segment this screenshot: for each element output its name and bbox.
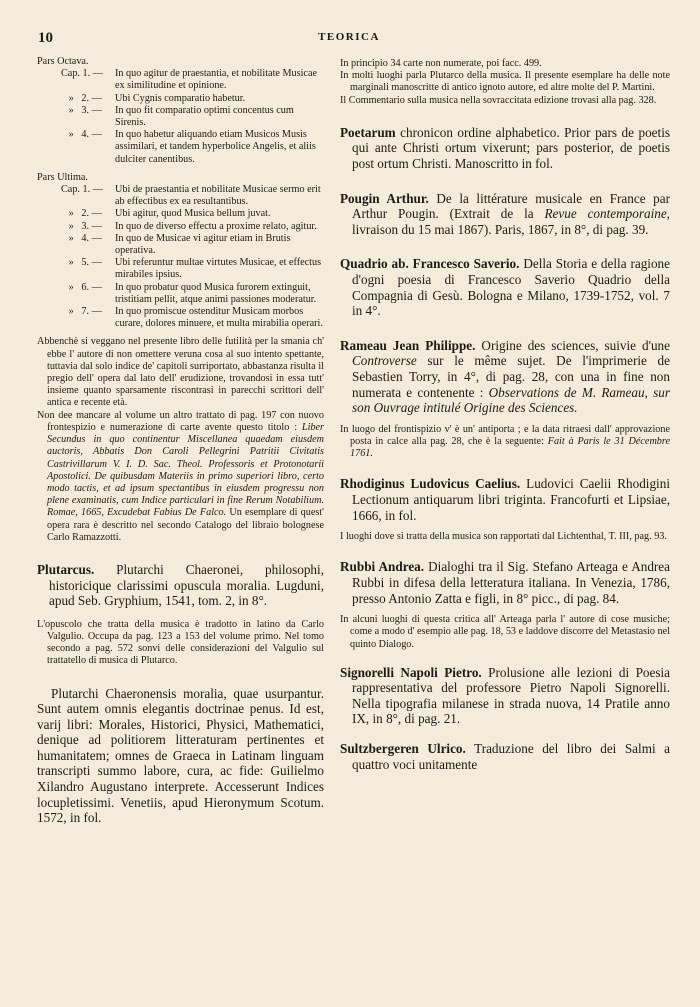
entry-rhodiginus: Rhodiginus Ludovicus Caelius. Ludovici Caelii Rhodigini Lectionum antiquarum libri triginta. Francofurti et Lipsiae, 1666, in fol. — [340, 476, 670, 523]
chapter-item: » 4. — In quo de Musicae vi agitur etiam in Brutis operativa. — [61, 232, 291, 257]
continued-note: In principio 34 carte non numerate, poi facc. 499. In molti luoghi parla Plutarco della musica. Il presente esemplare ha delle note marginali manoscritte di antico ignoto autore, ed altre molte del P. Martini. Il Commentario sulla musica nella sovraccitata edizione trovasi alla pag. 328. — [340, 58, 670, 106]
section-heading-ultima: Pars Ultima. — [37, 171, 88, 183]
entry-heading: Sultzbergeren Ulrico. — [340, 741, 466, 757]
entry-heading: Rameau Jean Philippe. — [340, 337, 476, 353]
entry-note: L'opuscolo che tratta della musica è tradotto in latino da Carlo Valgulio. Occupa da pag. 123 a 153 del volume primo. Nel tomo secondo a pag. 572 sonvi delle considerazioni del Valgulio sul trattatello di musica di Plutarco. — [37, 618, 324, 667]
entry-heading: Quadrio ab. Francesco Saverio. — [340, 256, 520, 272]
entry-note: In alcuni luoghi di questa critica all' Arteaga parla l' autore di cose musiche; come a modo d' esempio alle pag. 18, 53 e laddove discorre del Metastasio nel quinto Dialogo. — [340, 614, 670, 650]
left-column — [37, 56, 324, 826]
chapter-item: » 3. — In quo fit comparatio optimi concentus cum Sirenis. — [61, 104, 294, 129]
chapter-item: Cap. 1. — In quo agitur de praestantia, et nobilitate Musicae ex similitudine et opinione. — [61, 68, 317, 92]
right-column — [340, 58, 670, 772]
entry-heading: Signorelli Napoli Pietro. — [340, 664, 482, 680]
entry-heading: Plutarcus. — [37, 561, 95, 577]
pars-octava — [37, 56, 324, 166]
chapter-item: » 2. — Ubi agitur, quod Musica bellum juvat. — [61, 208, 271, 220]
entry-rubbi: Rubbi Andrea. Dialoghi tra il Sig. Stefano Arteaga e Andrea Rubbi in difesa della letteratura italiana. In Venezia, 1786, presso Antonio Zatta e figli, in 8° picc., di pag. 84. — [340, 559, 671, 606]
entry-poetarum: Poetarum chronicon ordine alphabetico. Prior pars de poetis qui ante Christi ortum vixerunt; pars posterior, de poetis post ortum Christi. Manoscritto in fol. — [340, 124, 670, 171]
page-header — [38, 30, 660, 48]
pars-ultima — [37, 172, 324, 331]
chapter-item: » 4. — In quo habetur aliquando etiam Musicos Musis assimilari, et tandem hyperbolice Angelis, et aliis dulciter canentibus. — [61, 129, 316, 165]
entry-heading: Poetarum — [340, 124, 396, 140]
chapter-item: » 7. — In quo promiscue ostenditur Musicam morbos curare, dolores minuere, et multa mirabilia operari. — [61, 306, 323, 330]
running-title: TEORICA — [318, 31, 380, 43]
commentary-notes — [37, 336, 324, 543]
section-heading-octava: Pars Octava. — [37, 56, 89, 67]
entry-heading: Rhodiginus Ludovicus Caelius. — [340, 476, 521, 492]
chapter-item: » 3. — In quo de diverso effectu a proxime relato, agitur. — [61, 220, 317, 232]
chapter-item: » 5. — Ubi referuntur multae virtutes Musicae, et effectus mirabiles ipsius. — [61, 257, 322, 281]
entry-note: I luoghi dove si tratta della musica son rapportati dal Lichtenthal, T. III, pag. 93. — [340, 531, 667, 543]
entry-note: In luogo del frontispizio v' è un' antiporta ; e la data ritraesi dall' approvazione posta in calce alla pag. 28, che è la seguente: Fait à Paris le 31 Décembre 1761. — [340, 423, 671, 460]
entry-plutarchi-moralia: Plutarchi Chaeronensis moralia, quae usurpantur. Sunt autem omnis elegantis doctrinae penus. Id est, varij libri: Morales, Historici, Physici, Mathematici, denique ad politiorem litteraturam pertinentes et humanitatem; omnes de Graeca in Latinam linguam transcripti summo labore, cura, ac fide: Guilielmo Xilandro Augustano interprete. Accesserunt Indices locupletissimi. Venetiis, apud Hieronymum Scotum. 1572, in fol. — [37, 685, 324, 826]
entry-rameau: Rameau Jean Philippe. Origine des sciences, suivie d'une Controverse sur le même sujet. De l'imprimerie de Sebastien Torry, in 4°, di pag. 28, con una in fine non numerata e contenente : Observations de M. Rameau, sur son Ouvrage intitulé Origine des Sciences. — [340, 337, 670, 416]
entry-plutarcus: Plutarcus. Plutarchi Chaeronei, philosophi, historicique clarissimi opuscula moralia. Lugduni, apud Seb. Gryphium, 1541, tom. 2, in 8°. — [37, 561, 324, 609]
entry-sultzbergeren: Sultzbergeren Ulrico. Traduzione del libro dei Salmi a quattro voci unitamente — [340, 741, 670, 772]
entry-quadrio: Quadrio ab. Francesco Saverio. Della Storia e della ragione d'ogni poesia di Francesco Saverio Quadrio della Compagnia di Gesù. Bologna e Milano, 1739-1752, vol. 7 in 4°. — [340, 256, 670, 319]
chapter-item: » 2. — Ubi Cygnis comparatio habetur. — [61, 92, 246, 104]
chapter-item: » 6. — In quo probatur quod Musica furorem extinguit, tristitiam pellit, atque animi passiones moderatur. — [61, 281, 317, 305]
page-number: 10 — [38, 30, 53, 46]
entry-heading: Rubbi Andrea. — [340, 559, 425, 575]
entry-pougin: Pougin Arthur. De la littérature musicale en France par Arthur Pougin. (Extrait de la Revue contemporaine, livraison du 15 mai 1867). Paris, 1867, in 8°, di pag. 39. — [340, 190, 670, 237]
chapter-item: Cap. 1. — Ubi de praestantia et nobilitate Musicae sermo erit ab effectibus ex ea resultantibus. — [61, 184, 321, 208]
entry-heading: Pougin Arthur. — [340, 190, 429, 206]
entry-signorelli: Signorelli Napoli Pietro. Prolusione alle lezioni di Poesia rappresentativa del professore Pietro Napoli Signorelli. Nella tipografia milanese in strada nuova, 14 Pratile anno IX, in 8°, di pag. 21. — [340, 664, 670, 727]
note-paragraph: Abbenchè si veggano nel presente libro delle futilità per la smania ch' ebbe l' autore di non omettere veruna cosa al suo intento spettante, tuttavia dal solo indice de' capitoli surriportato, abbastanza risulta il pregio dell' opera dal lato dell' erudizione, trovandosi in essa tutt' insieme quanto sparsamente riscontrasi in parecchi scrittori dell' antica e recente età. — [37, 336, 324, 409]
note-paragraph: Non dee mancare al volume un altro trattato di pag. 197 con nuovo frontespizio e numerazione di carte avente questo titolo : Liber Secundus in quo continentur Miscellanea quaedam eiusdem auctoris, Abbatis Don Caroli Pellegrini Patritii Civitatis Castrivillarum V. I. D. Sac. Theol. Professoris et Protonotarii Apostolici. De quibusdam Materiis in primo superiori libro, certo modo tactis, et ad ipsum spectantibus in eiusdem progressu non plene examinatis, cum Indice particulari in fine Rerum Notabilium. Romae, 1665, Excudebat Fabius De Falco. Un esemplare di quest' opera rara è descritto nel secondo Catalogo del libraio bolognese Carlo Ramazzotti. — [37, 409, 324, 543]
